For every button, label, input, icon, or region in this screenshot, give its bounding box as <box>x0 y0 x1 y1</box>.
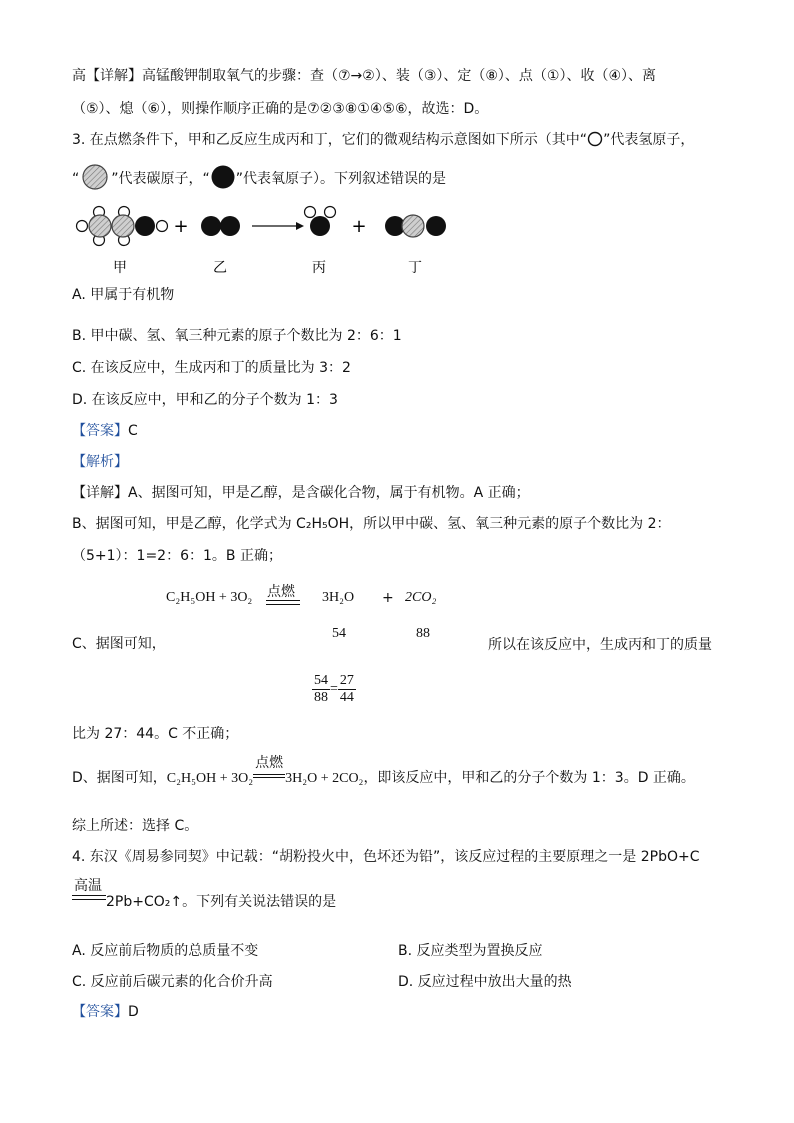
fraction-1-denominator: 88 <box>314 690 328 705</box>
q3-option-b: B. 甲中碳、氢、氧三种元素的原子个数比为 2：6：1 <box>72 328 402 344</box>
oxygen-molecule <box>201 216 240 236</box>
q3-option-c: C. 在该反应中，生成丙和丁的质量比为 3：2 <box>72 360 351 376</box>
q3-analysis-tag: 【解析】 <box>72 454 128 470</box>
detail-tag: 【详解】 <box>72 485 128 501</box>
q3-summary: 综上所述：选择 C。 <box>72 818 199 834</box>
reaction-diagram <box>70 196 470 280</box>
equation-plus: + <box>382 590 394 606</box>
label-jia: 甲 <box>113 260 127 276</box>
q3-detail-a <box>72 483 530 503</box>
answer-value: C <box>128 423 138 439</box>
q4-stem-line-2: 2Pb+CO₂↑。下列有关说法错误的是 <box>106 894 337 910</box>
detail-d-condition <box>253 755 285 788</box>
equation-product-2: 2CO₂ <box>405 590 437 605</box>
quote-open: “ <box>72 171 80 187</box>
fraction-equals: = <box>330 681 338 697</box>
detail-d-post: ，即该反应中，甲和乙的分子个数为 1：3。D 正确。 <box>363 770 695 786</box>
detail-d-products: 3H₂O + 2CO₂ <box>285 771 364 786</box>
plus-sign-2: + <box>351 216 367 237</box>
q3-detail-c-pre: C、据图可知， <box>72 636 166 652</box>
q3-detail-d <box>72 755 695 789</box>
fraction-2 <box>338 673 356 706</box>
q3-detail-b1: B、据图可知，甲是乙醇，化学式为 C₂H₅OH，所以甲中碳、氢、氧三种元素的原子个数比为 2： <box>72 516 671 532</box>
fraction-1-numerator: 54 <box>314 673 328 688</box>
q4-option-a: A. 反应前后物质的总质量不变 <box>72 943 259 959</box>
q4-answer <box>72 1002 139 1022</box>
intro-line-2: （⑤）、熄（⑥），则操作顺序正确的是⑦②③⑧①④⑤⑥，故选：D。 <box>72 101 489 117</box>
detail-d-equation-left: C₂H₅OH + 3O₂ <box>166 771 254 786</box>
q4-option-d: D. 反应过程中放出大量的热 <box>398 974 572 990</box>
q3-stem-line-2 <box>72 164 446 190</box>
reaction-arrow <box>252 222 304 230</box>
hydrogen-atom-icon <box>587 131 603 147</box>
equation-product-1: 3H₂O <box>322 590 355 605</box>
ethanol-molecule <box>77 207 168 246</box>
q3-option-a: A. 甲属于有机物 <box>72 287 175 303</box>
q3-stem-text-1b: ”代表氢原子， <box>603 132 695 148</box>
label-bing: 丙 <box>312 260 326 276</box>
label-yi: 乙 <box>213 260 227 276</box>
ratio-fractions <box>312 673 356 706</box>
detail-a-text: A、据图可知，甲是乙醇，是含碳化合物，属于有机物。A 正确； <box>128 485 530 501</box>
q4-condition: 高温 <box>74 878 102 894</box>
mass-water: 54 <box>332 626 346 641</box>
q4-answer-value: D <box>128 1004 139 1020</box>
q3-stem-line-1 <box>72 130 694 150</box>
fraction-2-denominator: 44 <box>339 690 354 705</box>
carbon-atom-icon <box>79 164 111 190</box>
q4-stem-line-1: 4. 东汉《周易参同契》中记载：“胡粉投火中，色坏还为铅”，该反应过程的主要原理之一是 2PbO+C <box>72 849 700 865</box>
fraction-1 <box>312 673 330 706</box>
q4-equals-bar <box>72 895 106 900</box>
q4-option-b: B. 反应类型为置换反应 <box>398 943 543 959</box>
equation-condition: 点燃 <box>267 584 295 600</box>
oxygen-atom-icon <box>210 164 236 190</box>
detail-d-pre: D、据图可知， <box>72 770 167 786</box>
fraction-2-numerator: 27 <box>339 673 354 688</box>
carbon-dioxide-molecule <box>385 215 446 237</box>
q3-stem-text-1: 3. 在点燃条件下，甲和乙反应生成丙和丁，它们的微观结构示意图如下所示（其中“ <box>72 132 588 148</box>
q3-stem-text-2b: ”代表碳原子，“ <box>111 171 210 187</box>
label-ding: 丁 <box>408 260 422 276</box>
answer-tag: 【答案】 <box>72 423 128 439</box>
q3-detail-c-end: 比为 27：44。C 不正确； <box>72 726 239 742</box>
q3-detail-b2: （5+1）：1=2：6：1。B 正确； <box>72 548 282 564</box>
q4-option-c: C. 反应前后碳元素的化合价升高 <box>72 974 273 990</box>
detail-d-condition-text: 点燃 <box>255 755 284 771</box>
detail-d-equals-bar <box>253 774 285 778</box>
q4-answer-tag: 【答案】 <box>72 1004 128 1020</box>
equation-equals-bar <box>266 600 300 605</box>
mass-co2: 88 <box>416 626 430 641</box>
intro-line-1: 高【详解】高锰酸钾制取氧气的步骤：查（⑦→②）、装（③）、定（⑧）、点（①）、收（④）、离 <box>72 68 657 84</box>
water-molecule <box>305 207 336 237</box>
equation-left: C₂H₅OH + 3O₂ <box>166 590 253 605</box>
q3-detail-c-post: 所以在该反应中，生成丙和丁的质量 <box>488 637 712 653</box>
q3-answer <box>72 421 138 441</box>
q3-option-d: D. 在该反应中，甲和乙的分子个数为 1：3 <box>72 392 338 408</box>
plus-sign-1: + <box>173 216 189 237</box>
q3-stem-text-2c: ”代表氧原子）。下列叙述错误的是 <box>235 171 447 187</box>
